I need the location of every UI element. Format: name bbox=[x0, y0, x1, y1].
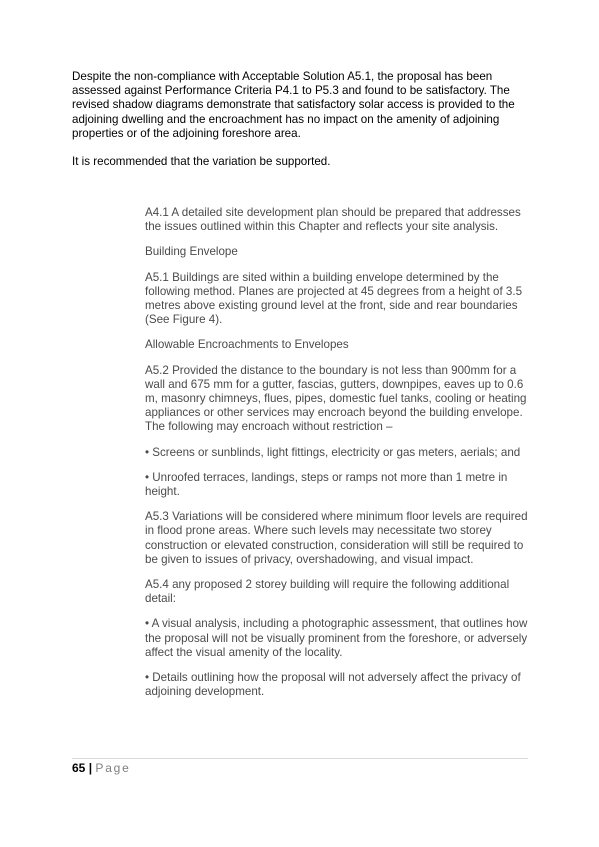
recommendation-paragraph: It is recommended that the variation be supported. bbox=[72, 155, 331, 169]
quote-paragraph: A5.4 any proposed 2 storey building will require the following additional detail: bbox=[145, 578, 510, 606]
quote-paragraph: A5.2 Provided the distance to the boundary is not less than 900mm for a wall and 675 mm for a gutter, fascias, gutters, downpipes, eaves up to 0.6 m, masonry chimneys, flues, pipes, domestic fuel tanks, cooling or heating appliances or other services may encroach beyond the building envelope. The following may encroach without restriction – bbox=[145, 363, 527, 434]
quote-paragraph: A5.1 Buildings are sited within a building envelope determined by the following method. Planes are projected at 45 degrees from a height of 3.5 metres above existing ground level at the front, side and rear boundaries (See Figure 4). bbox=[145, 270, 523, 327]
footer-divider bbox=[72, 758, 528, 759]
quote-bullet: • A visual analysis, including a photographic assessment, that outlines how the proposal will not be visually prominent from the foreshore, or adversely affect the visual amenity of the locality. bbox=[145, 617, 528, 659]
intro-paragraph: Despite the non-compliance with Acceptable Solution A5.1, the proposal has been assessed against Performance Criteria P4.1 to P5.3 and found to be satisfactory. The revised shadow diagrams demonstrate that satisfactory solar access is provided to the adjoining dwelling and the encroachment has no impact on the amenity of adjoining properties or of the adjoining foreshore area. bbox=[72, 70, 515, 140]
page-number: 65 bbox=[72, 761, 86, 775]
quote-heading: Building Envelope bbox=[145, 245, 238, 259]
quote-paragraph: A5.3 Variations will be considered where minimum floor levels are required in flood prone areas. Where such levels may necessitate two storey construction or elevated construction, consideration will still be required to be given to issues of privacy, overshadowing, and visual impact. bbox=[145, 510, 528, 566]
quote-bullet: • Details outlining how the proposal will not adversely affect the privacy of adjoining development. bbox=[145, 671, 521, 699]
quote-paragraph: A4.1 A detailed site development plan should be prepared that addresses the issues outlined within this Chapter and reflects your site analysis. bbox=[145, 206, 521, 234]
page-label: Page bbox=[95, 761, 131, 775]
quoted-acceptable-solutions bbox=[145, 206, 530, 710]
quote-bullet: • Unroofed terraces, landings, steps or ramps not more than 1 metre in height. bbox=[145, 470, 508, 499]
footer-separator: | bbox=[88, 761, 93, 775]
intro-text bbox=[72, 70, 532, 169]
page-footer bbox=[72, 761, 131, 775]
quote-bullet: • Screens or sunblinds, light fittings, electricity or gas meters, aerials; and bbox=[145, 445, 521, 459]
quote-heading: Allowable Encroachments to Envelopes bbox=[145, 338, 349, 352]
